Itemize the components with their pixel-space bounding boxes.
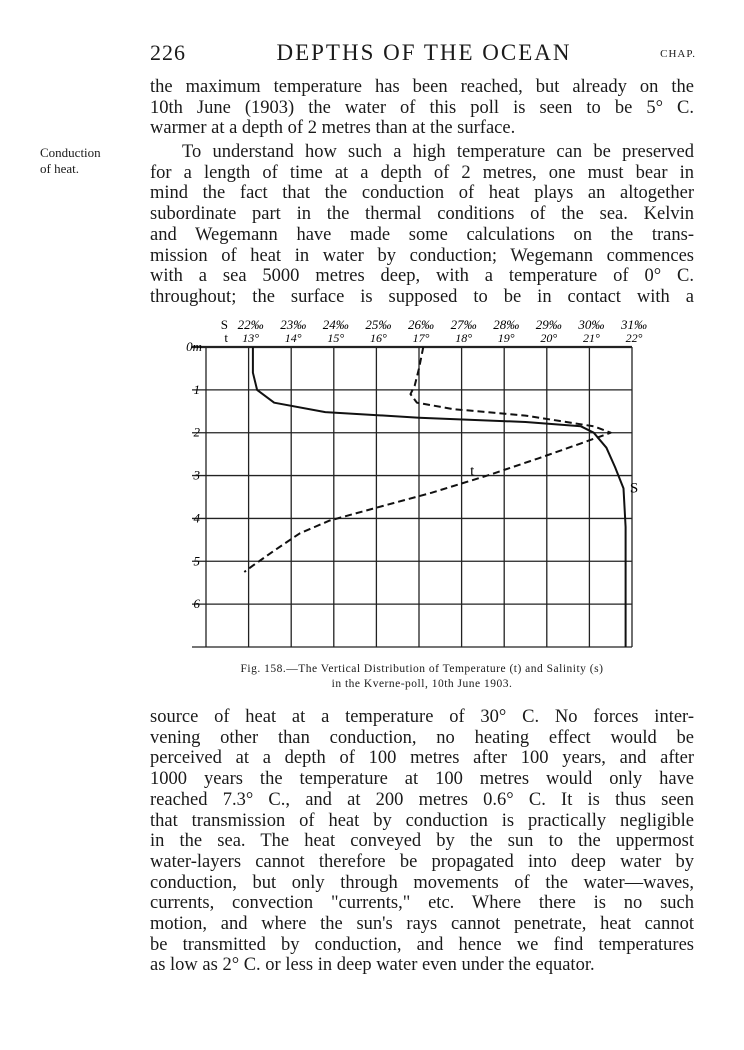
text-line: be transmitted by conduction, and hence we find temperatures	[150, 934, 694, 955]
depth-tick-label: 1	[193, 381, 200, 397]
margin-note	[40, 145, 140, 177]
depth-tick-label: 2	[193, 424, 200, 440]
depth-tick-label: 3	[193, 467, 200, 483]
margin-note-line: of heat.	[40, 161, 79, 176]
text-line: mind the fact that the conduction of heat plays an altogether	[150, 183, 694, 204]
text-line: and Wegemann have made some calculations on the trans-	[150, 224, 694, 245]
margin-note-line: Conduction	[40, 145, 101, 160]
salinity-tick-label: 26‰	[408, 317, 434, 332]
caption-line: in the Kverne-poll, 10th June 1903.	[331, 678, 513, 690]
temperature-tick-label: 19°	[497, 331, 515, 345]
salinity-tick-label: 30‰	[578, 317, 605, 332]
chapter-label: CHAP.	[660, 48, 696, 60]
running-title: DEPTHS OF THE OCEAN	[276, 40, 572, 65]
temperature-axis-label: t	[224, 330, 228, 345]
text-line: 1000 years the temperature at 100 metres would only have	[150, 769, 694, 790]
text-line: To understand how such a high temperature can be preserved	[182, 142, 694, 162]
temperature-tick-label: 15°	[327, 331, 345, 345]
text-line: vening other than conduction, no heating effect would be	[150, 727, 694, 748]
caption-line: Fig. 158.—The Vertical Distribution of Temperature (t) and Salinity (s)	[240, 663, 604, 675]
text-line: source of heat at a temperature of 30° C. No forces inter-	[150, 707, 694, 727]
text-line: subordinate part in the thermal conditions of the sea. Kelvin	[150, 204, 694, 225]
temperature-tick-label: 22°	[625, 331, 643, 345]
text-line: throughout; the surface is supposed to be in contact with a	[150, 286, 694, 307]
text-line: motion, and where the sun's rays cannot penetrate, heat cannot	[150, 914, 694, 935]
figure-caption	[150, 662, 694, 692]
text-line: perceived at a depth of 100 metres after 100 years, and after	[150, 748, 694, 769]
text-line: with a sea 5000 metres deep, with a temperature of 0° C.	[150, 266, 694, 287]
salinity-tick-label: 24‰	[322, 317, 349, 332]
paragraph-1	[150, 77, 694, 139]
text-line: reached 7.3° C., and at 200 metres 0.6° C. It is thus seen	[150, 789, 694, 810]
paragraph-2	[150, 142, 694, 308]
page-header	[150, 40, 698, 70]
text-line: the maximum temperature has been reached, but already on the	[150, 77, 694, 97]
page-number: 226	[150, 40, 186, 65]
text-line: currents, convection "currents," etc. Where there is no such	[150, 893, 694, 914]
temperature-tick-label: 16°	[369, 331, 387, 345]
salinity-tick-label: 31‰	[621, 317, 647, 332]
text-line: water-layers cannot therefore be propagated into deep water by	[150, 851, 694, 872]
text-line: warmer at a depth of 2 metres than at the surface.	[150, 118, 516, 139]
salinity-line	[253, 347, 626, 647]
salinity-curve-label: S	[629, 480, 639, 497]
depth-tick-label: 6	[193, 596, 200, 612]
salinity-tick-label: 28‰	[493, 317, 520, 332]
temperature-tick-label: 13°	[242, 331, 260, 345]
text-line: mission of heat in water by conduction; Wegemann commences	[150, 245, 694, 266]
paragraph-3	[150, 707, 694, 976]
temperature-curve-label: t	[470, 463, 475, 480]
temperature-tick-label: 21°	[582, 331, 600, 345]
temperature-tick-label: 18°	[455, 331, 473, 345]
salinity-tick-label: 29‰	[535, 317, 562, 332]
temperature-tick-label: 20°	[540, 331, 558, 345]
text-line: for a length of time at a depth of 2 metres, one must bear in	[150, 162, 694, 183]
depth-tick-label: 0m	[186, 339, 202, 354]
salinity-axis-label: S	[220, 317, 228, 332]
text-line: in the sea. The heat conveyed by the sun to the uppermost	[150, 831, 694, 852]
text-line: as low as 2° C. or less in deep water even under the equator.	[150, 955, 595, 976]
salinity-tick-label: 22‰	[237, 317, 264, 332]
salinity-tick-label: 23‰	[280, 317, 307, 332]
depth-tick-label: 4	[193, 510, 200, 526]
text-line: that transmission of heat by conduction is practically negligible	[150, 810, 694, 831]
salinity-tick-label: 25‰	[365, 317, 392, 332]
temperature-tick-label: 14°	[284, 331, 302, 345]
depth-profile-chart	[170, 312, 680, 657]
salinity-tick-label: 27‰	[450, 317, 477, 332]
temperature-tick-label: 17°	[412, 331, 430, 345]
temperature-line	[244, 347, 610, 572]
text-line: 10th June (1903) the water of this poll is seen to be 5° C.	[150, 97, 694, 118]
text-line: conduction, but only through movements of the water—waves,	[150, 872, 694, 893]
depth-tick-label: 5	[193, 553, 200, 569]
